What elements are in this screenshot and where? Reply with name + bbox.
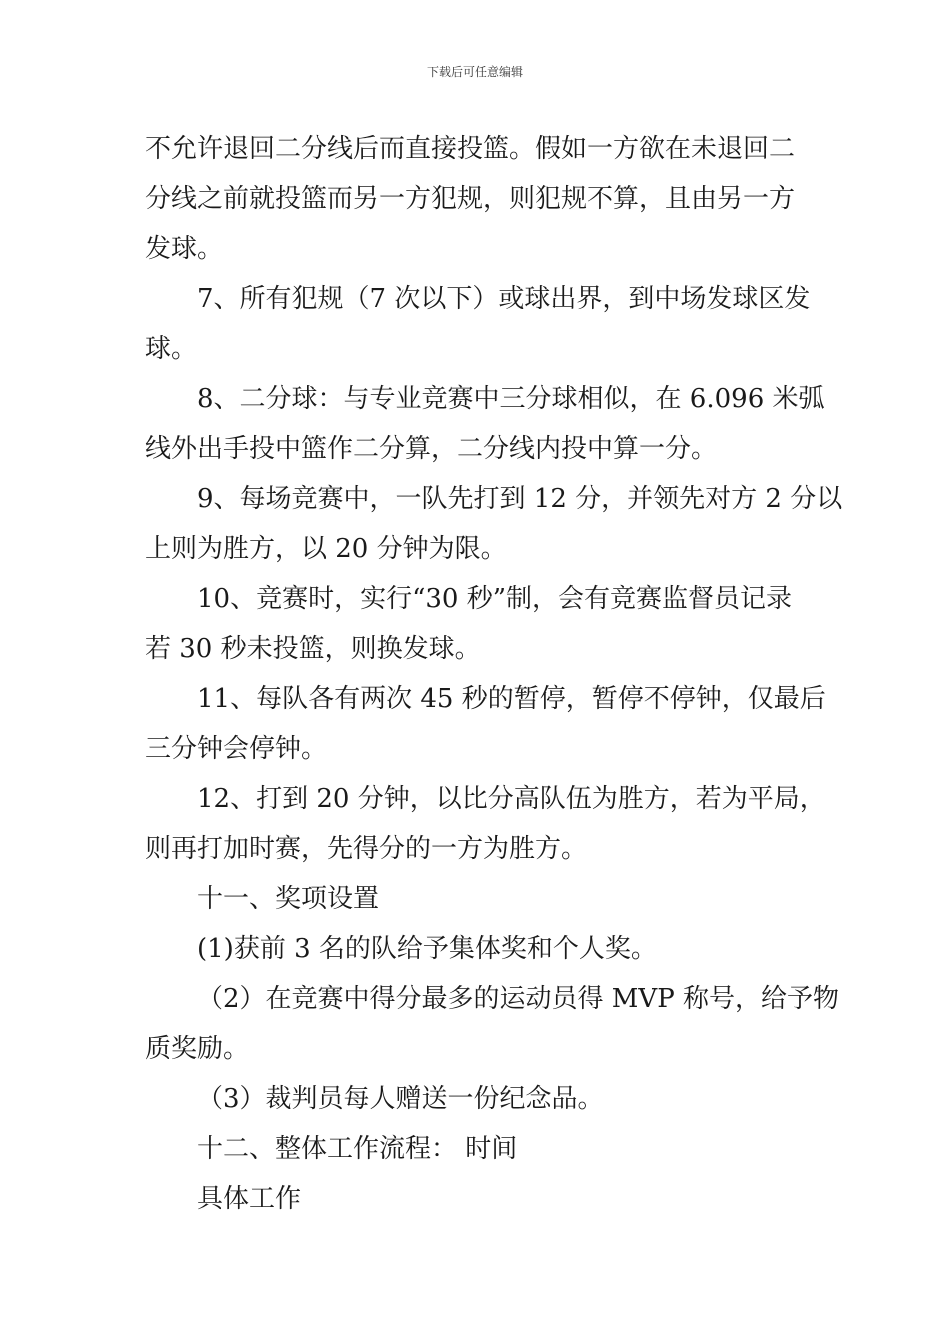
rule-9-line: 9、每场竞赛中，一队先打到 12 分，并领先对方 2 分以 <box>197 484 843 514</box>
section-heading-workflow: 十二、整体工作流程： 时间 <box>197 1134 518 1164</box>
rule-11-continuation: 三分钟会停钟。 <box>145 734 328 764</box>
award-item-2-continuation: 质奖励。 <box>145 1034 250 1064</box>
page-header: 下载后可任意编辑 <box>426 65 523 79</box>
rule-12-line: 12、打到 20 分钟，以比分高队伍为胜方，若为平局， <box>197 784 826 814</box>
rule-9-continuation: 上则为胜方，以 20 分钟为限。 <box>145 534 507 564</box>
section-heading-awards: 十一、奖项设置 <box>197 884 380 914</box>
award-item-2: （2）在竞赛中得分最多的运动员得 MVP 称号，给予物 <box>197 984 839 1014</box>
paragraph-line: 不允许退回二分线后而直接投篮。假如一方欲在未退回二 <box>145 134 796 164</box>
rule-10-line: 10、竞赛时，实行“30 秒”制，会有竞赛监督员记录 <box>197 584 793 614</box>
rule-8-line: 8、二分球：与专业竞赛中三分球相似，在 6.096 米弧 <box>197 384 825 414</box>
paragraph-line: 发球。 <box>145 234 224 264</box>
paragraph-line: 分线之前就投篮而另一方犯规，则犯规不算，且由另一方 <box>145 184 796 214</box>
document-body <box>145 124 843 1224</box>
rule-7-line: 7、所有犯规（7 次以下）或球出界，到中场发球区发 <box>197 284 811 314</box>
rule-7-continuation: 球。 <box>145 334 198 364</box>
rule-12-continuation: 则再打加时赛，先得分的一方为胜方。 <box>145 834 588 864</box>
rule-10-continuation: 若 30 秒未投篮，则换发球。 <box>145 634 481 664</box>
award-item-1: (1)获前 3 名的队给予集体奖和个人奖。 <box>197 934 657 964</box>
rule-11-line: 11、每队各有两次 45 秒的暂停，暂停不停钟，仅最后 <box>197 684 826 714</box>
rule-8-continuation: 线外出手投中篮作二分算，二分线内投中算一分。 <box>145 434 718 464</box>
workflow-column-label: 具体工作 <box>197 1184 302 1214</box>
award-item-3: （3）裁判员每人赠送一份纪念品。 <box>197 1084 604 1114</box>
